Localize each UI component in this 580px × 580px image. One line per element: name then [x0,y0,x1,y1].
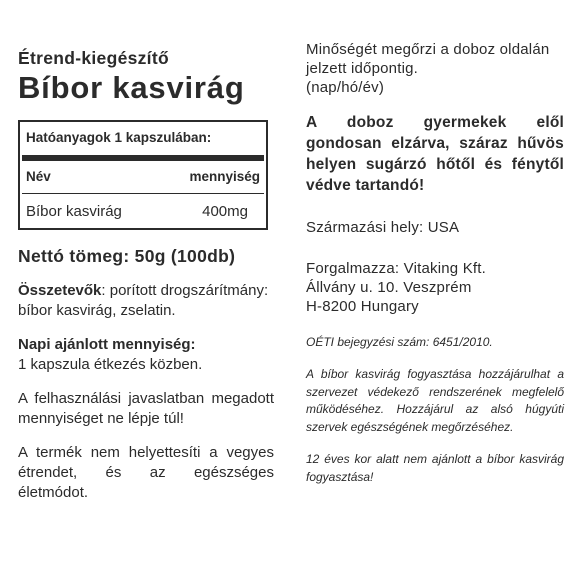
age-warning: 12 éves kor alatt nem ajánlott a bíbor kasvirág fogyasztása! [306,452,564,484]
shelf-life [306,40,564,97]
origin: Származási hely: USA [306,219,460,236]
right-column [306,40,564,486]
distributor-name: Forgalmazza: Vitaking Kft. [306,260,486,277]
storage-instructions: A doboz gyermekek elől gondosan elzárva, száraz hűvös helyen sugárzó hőtől és fénytől védve tartandó! [306,114,564,194]
diet-warning: A termék nem helyettesíti a vegyes étrendet, és az egészséges életmódot. [18,444,274,501]
distributor-country: H-8200 Hungary [306,298,419,315]
shelf-life-format: (nap/hó/év) [306,79,385,96]
distributor [306,259,564,316]
product-subtitle: Étrend-kiegészítő [18,48,169,68]
product-title: Bíbor kasvirág [18,70,245,105]
col-name-header: Név [26,169,51,184]
shelf-life-text: Minőségét megőrzi a doboz oldalán jelzett időpontig. [306,41,550,77]
composition [18,281,274,321]
dose-warning: A felhasználási javaslatban megadott mennyiséget ne lépje túl! [18,390,274,427]
net-weight: Nettó tömeg: 50g (100db) [18,246,236,266]
distributor-street: Állvány u. 10. Veszprém [306,279,472,296]
left-column [18,40,274,503]
dosage-text: 1 kapszula étkezés közben. [18,356,203,373]
dosage [18,335,274,375]
ingredient-name: Bíbor kasvirág [26,203,122,220]
table-caption: Hatóanyagok 1 kapszulában: [26,130,212,145]
ingredients-table [18,120,268,230]
oeti-number: OÉTI bejegyzési szám: 6451/2010. [306,335,493,349]
composition-text: : porított drogszárítmány: bíbor kasvirág, zselatin. [18,282,269,319]
dosage-label: Napi ajánlott mennyiség: [18,336,196,353]
table-header [22,161,264,188]
health-claim: A bíbor kasvirág fogyasztása hozzájárulhat a szervezet védekező rendszerének megfelelő működéséhez. Hozzájárul az alsó húgyúti szervek egészségének megőrzéséhez. [306,367,564,434]
ingredient-amount: 400mg [202,203,248,220]
composition-label: Összetevők [18,282,102,299]
col-amount-header: mennyiség [189,169,260,184]
table-row [22,194,264,228]
